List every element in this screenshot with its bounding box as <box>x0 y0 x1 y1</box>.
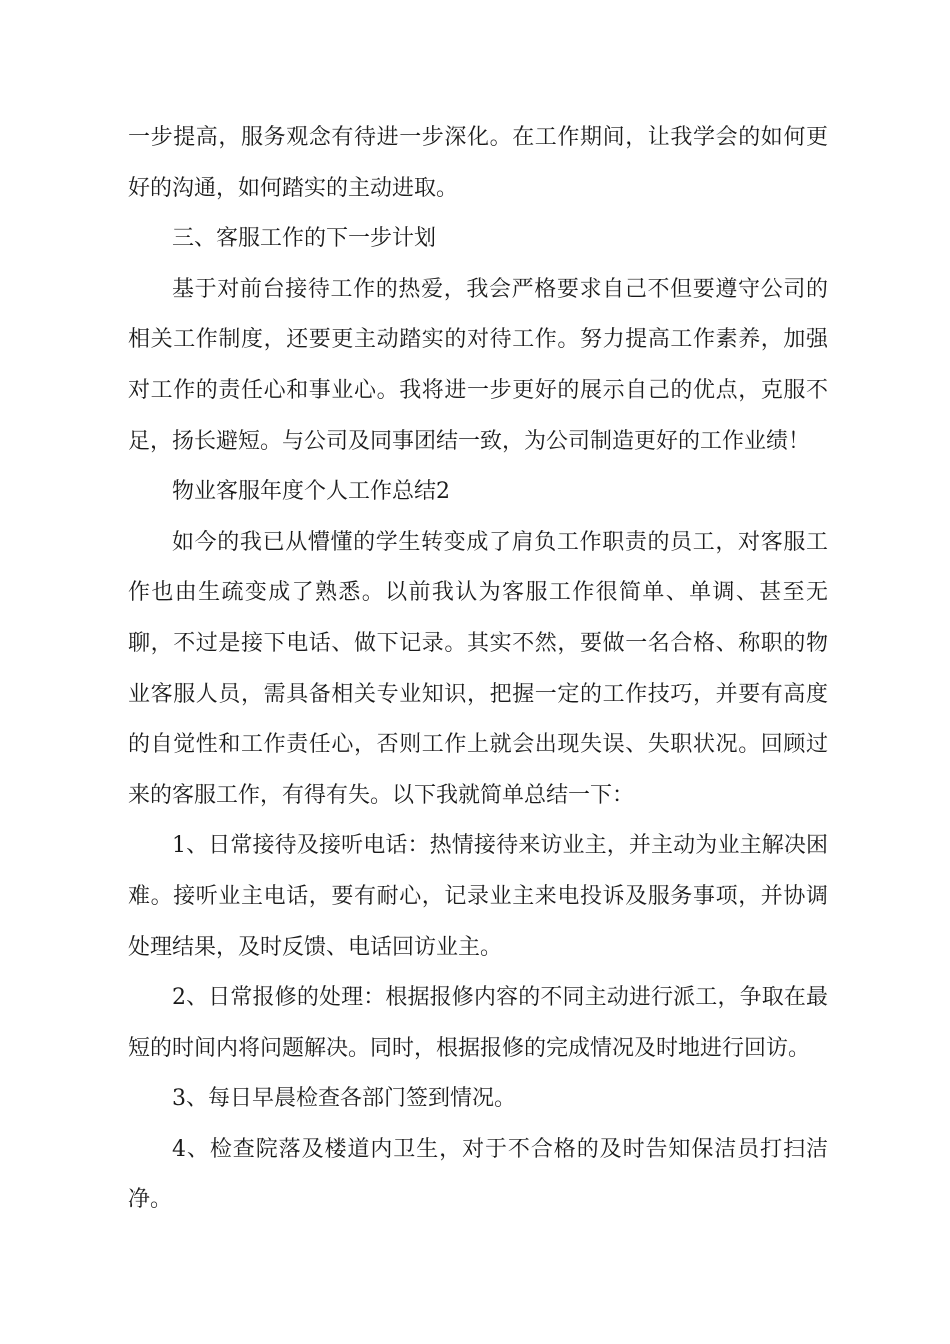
paragraph-continuation: 一步提高，服务观念有待进一步深化。在工作期间，让我学会的如何更好的沟通，如何踏实的主动进取。 <box>128 125 828 201</box>
document-body <box>128 113 828 1226</box>
list-item-3: 3、每日早晨检查各部门签到情况。 <box>172 1086 516 1112</box>
section-heading-next-plan: 三、客服工作的下一步计划 <box>172 226 437 252</box>
list-item-2: 2、日常报修的处理：根据报修内容的不同主动进行派工，争取在最短的时间内将问题解决。同时，根据报修的完成情况及时地进行回访。 <box>128 985 828 1061</box>
document-subtitle: 物业客服年度个人工作总结2 <box>172 479 450 505</box>
paragraph-plan: 基于对前台接待工作的热爱，我会严格要求自己不但要遵守公司的相关工作制度，还要更主动踏实的对待工作。努力提高工作素养，加强对工作的责任心和事业心。我将进一步更好的展示自己的优点，克服不足，扬长避短。与公司及同事团结一致，为公司制造更好的工作业绩！ <box>128 276 828 454</box>
list-item-1: 1、日常接待及接听电话：热情接待来访业主，并主动为业主解决困难。接听业主电话，要有耐心，记录业主来电投诉及服务事项，并协调处理结果，及时反馈、电话回访业主。 <box>128 833 828 960</box>
list-item-4: 4、检查院落及楼道内卫生，对于不合格的及时告知保洁员打扫洁净。 <box>128 1136 828 1213</box>
paragraph-intro: 如今的我已从懵懂的学生转变成了肩负工作职责的员工，对客服工作也由生疏变成了熟悉。以前我认为客服工作很简单、单调、甚至无聊，不过是接下电话、做下记录。其实不然，要做一名合格、称职的物业客服人员，需具备相关专业知识，把握一定的工作技巧，并要有高度的自觉性和工作责任心，否则工作上就会出现失误、失职状况。回顾过来的客服工作，有得有失。以下我就简单总结一下： <box>128 529 828 808</box>
